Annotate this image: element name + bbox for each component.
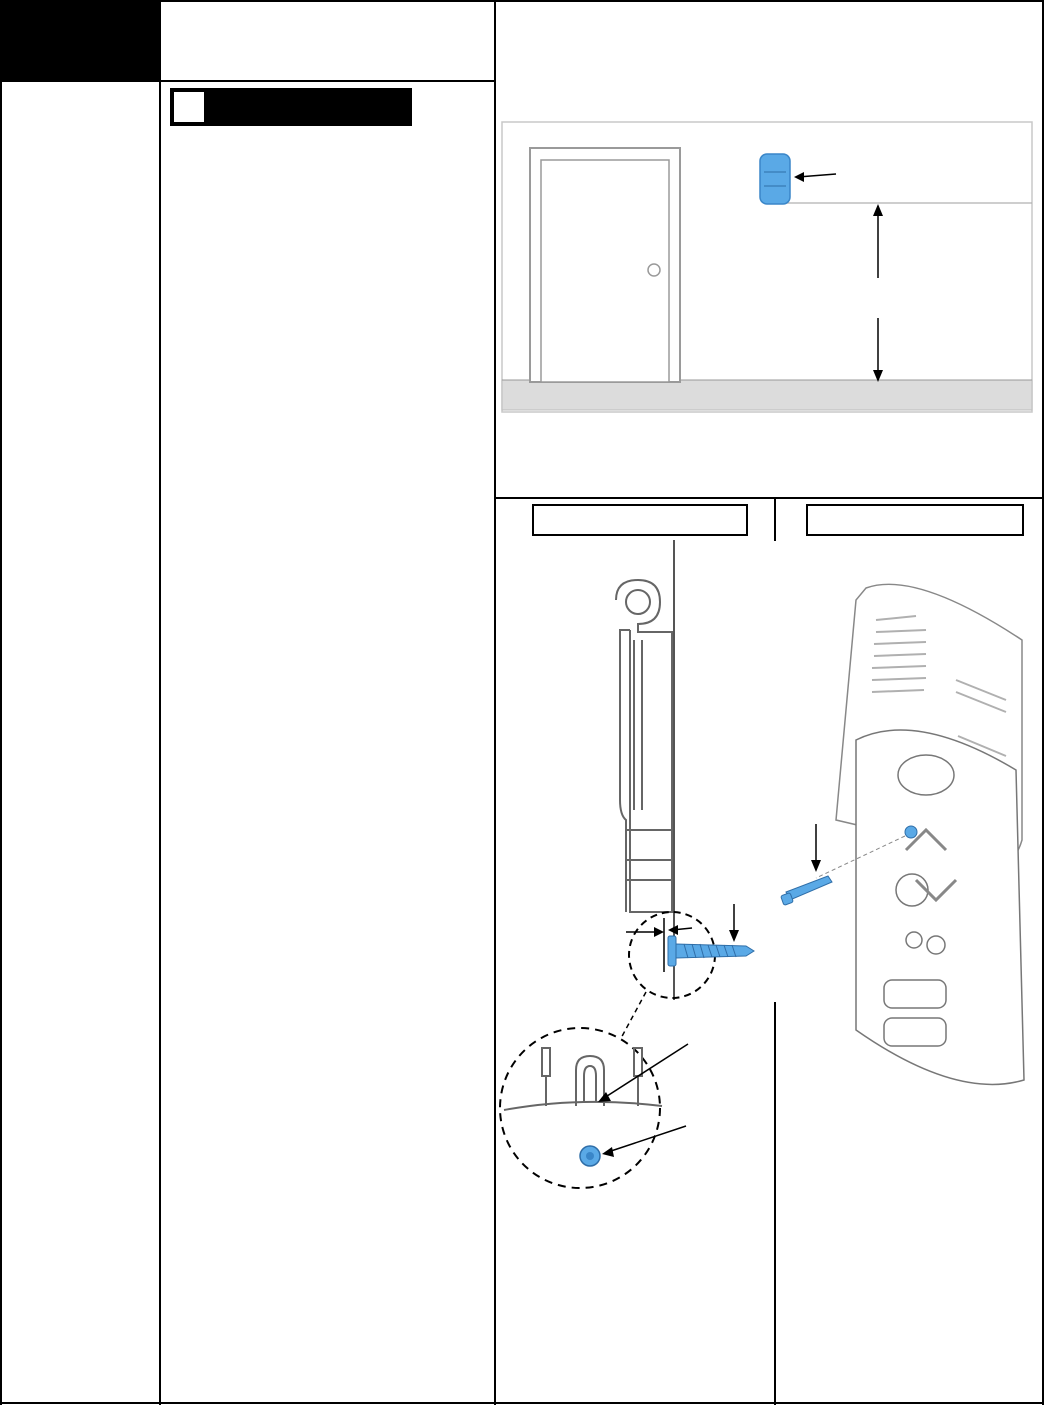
wall-mount-illustration (496, 110, 1042, 430)
figure-column-divider (774, 497, 776, 541)
figure-divider (494, 497, 1044, 499)
screw-front (781, 876, 832, 905)
device-side-profile (616, 580, 672, 912)
screw-hole-marker (905, 826, 917, 838)
door-knob (648, 264, 660, 276)
zoom-circle-large (500, 1028, 660, 1188)
floor (502, 380, 1032, 410)
front-view-illustration (776, 560, 1042, 1100)
detector-on-wall (760, 154, 790, 204)
side-view-caption (532, 504, 748, 536)
header-divider (0, 80, 496, 82)
step-number-box (174, 92, 204, 122)
page-bottom-border (0, 1402, 1044, 1404)
front-view-caption (806, 504, 1024, 536)
detector-body (856, 730, 1024, 1084)
section-tab (0, 0, 160, 81)
page-left-border (0, 0, 2, 1405)
header-title (172, 20, 482, 60)
side-view-illustration (496, 540, 776, 1200)
instructions-text (172, 140, 482, 1380)
column-divider-left (159, 0, 161, 1405)
step-title (214, 92, 408, 122)
screw-side (668, 936, 754, 966)
section-tab-label (0, 0, 160, 20)
